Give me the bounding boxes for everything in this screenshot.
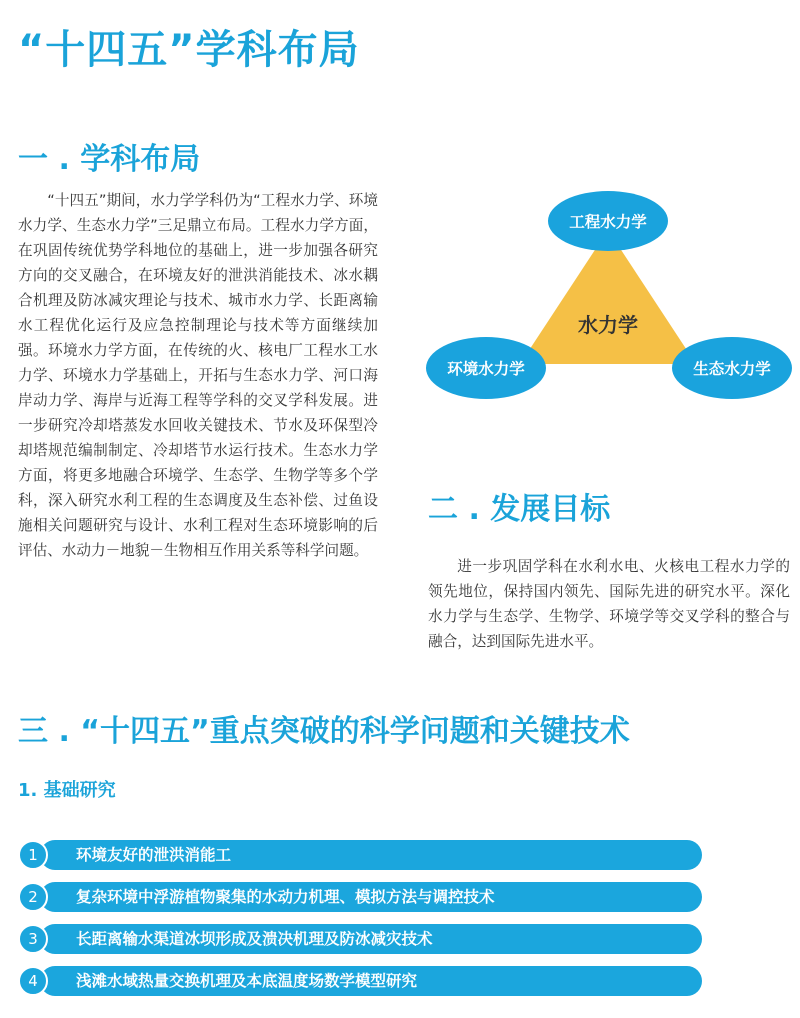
section-1-title: 一 . 学科布局 [18, 142, 201, 177]
diagram-label-top: 工程水力学 [569, 213, 647, 231]
list-item-bar [40, 966, 702, 996]
discipline-diagram [424, 190, 800, 410]
page-title: “十四五”学科布局 [18, 27, 360, 73]
section-2-paragraph: 进一步巩固学科在水利水电、火核电工程水力学的领先地位，保持国内领先、国际先进的研究水平。深化水力学与生态学、生物学、环境学等交叉学科的整合与融合，达到国际先进水平。 [428, 558, 790, 650]
list-item-number: 4 [18, 966, 48, 996]
section-2-title: 二 . 发展目标 [428, 492, 611, 527]
list-item-text: 环境友好的泄洪消能工 [76, 846, 232, 864]
diagram-label-center: 水力学 [578, 313, 638, 337]
list-item [18, 840, 702, 870]
list-item-bar [40, 882, 702, 912]
list-item [18, 882, 702, 912]
section-1-paragraph: “十四五”期间，水力学学科仍为“工程水力学、环境水力学、生态水力学”三足鼎立布局。工程水力学方面，在巩固传统优势学科地位的基础上，进一步加强各研究方向的交叉融合，在环境友好的泄洪消能技术、冰水耦合机理及防冰减灾理论与技术、城市水力学、长距离输水工程优化运行及应急控制理论与技术等方面继续加强。环境水力学方面，在传统的火、核电厂工程水工水力学、环境水力学基础上，开拓与生态水力学、河口海岸动力学、海岸与近海工程等学科的交叉学科发展。进一步研究冷却塔蒸发水回收关键技术、节水及环保型冷却塔规范编制制定、冷却塔节水运行技术。生态水力学方面，将更多地融合环境学、生态学、生物学等多个学科，深入研究水利工程的生态调度及生态补偿、过鱼设施相关问题研究与设计、水利工程对生态环境影响的后评估、水动力－地貌－生物相互作用关系等科学问题。 [18, 192, 378, 559]
list-item-text: 长距离输水渠道冰坝形成及溃决机理及防冰减灾技术 [76, 930, 433, 948]
list-item-text: 复杂环境中浮游植物聚集的水动力机理、模拟方法与调控技术 [76, 888, 495, 906]
list-item-number: 3 [18, 924, 48, 954]
list-item-text: 浅滩水域热量交换机理及本底温度场数学模型研究 [76, 972, 418, 990]
list-item-bar [40, 840, 702, 870]
diagram-label-left: 环境水力学 [447, 360, 525, 378]
diagram-label-right: 生态水力学 [693, 360, 771, 378]
section-3-title: 三 . “十四五”重点突破的科学问题和关键技术 [18, 714, 630, 749]
section-3-subtitle: 1. 基础研究 [18, 780, 116, 801]
list-item-number: 1 [18, 840, 48, 870]
list-item-bar [40, 924, 702, 954]
list-item [18, 966, 702, 996]
list-item [18, 924, 702, 954]
list-item-number: 2 [18, 882, 48, 912]
research-list [18, 840, 702, 1008]
